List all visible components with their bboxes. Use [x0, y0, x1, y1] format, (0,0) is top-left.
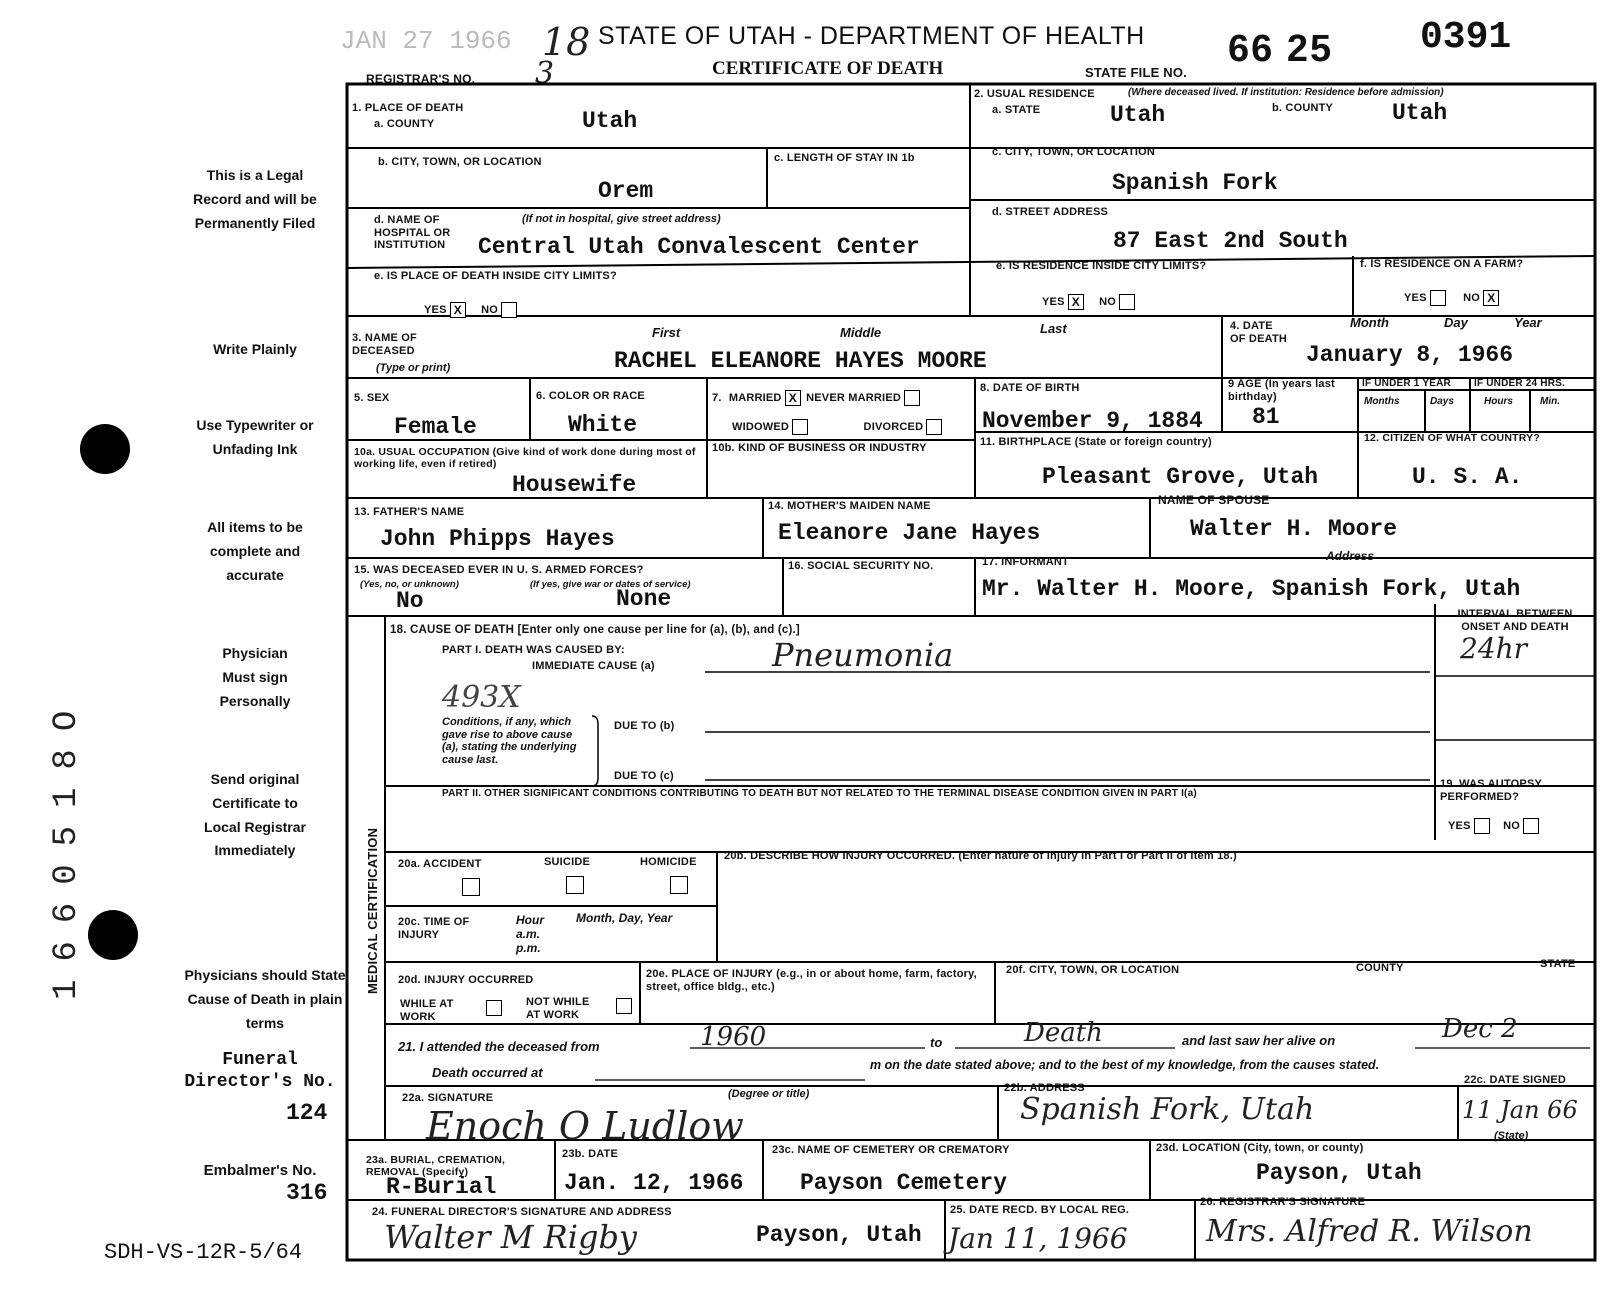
- farm-no-mark: X: [1487, 291, 1496, 305]
- sidebar-funeral-label: Funeral Director's No.: [184, 1050, 336, 1092]
- attended-label: 21. I attended the deceased from: [398, 1039, 600, 1054]
- armed-forces-dates: None: [616, 586, 672, 612]
- medical-certification-label: MEDICAL CERTIFICATION: [365, 827, 380, 994]
- birthplace-label: 11. BIRTHPLACE (State or foreign country): [980, 436, 1212, 448]
- informant-label: 17. INFORMANT: [982, 556, 1069, 568]
- burial-location-value: Payson, Utah: [1256, 1160, 1422, 1186]
- suicide-checkbox[interactable]: [566, 876, 584, 894]
- due-to-c-label: DUE TO (c): [614, 770, 674, 782]
- homicide-checkbox[interactable]: [670, 876, 688, 894]
- signature-label: 22a. SIGNATURE: [402, 1092, 494, 1104]
- registrars-no-value: 3: [535, 56, 555, 91]
- autopsy-label: 19. WAS AUTOPSY PERFORMED?: [1440, 778, 1542, 803]
- injury-county-label: COUNTY: [1356, 962, 1404, 974]
- hospital-value: Central Utah Convalescent Center: [478, 234, 920, 260]
- interval-value: 24hr: [1460, 632, 1528, 665]
- res-county-label: b. COUNTY: [1272, 102, 1334, 114]
- pod-county-label: a. COUNTY: [374, 118, 435, 130]
- last-saw-label: and last saw her alive on: [1182, 1033, 1336, 1048]
- pod-city-value: Orem: [598, 178, 654, 204]
- death-occurred-label: Death occurred at: [432, 1065, 543, 1080]
- res-county-value: Utah: [1392, 100, 1448, 126]
- race-label: 6. COLOR OR RACE: [536, 390, 645, 402]
- hour-label: Hour a.m. p.m.: [516, 913, 544, 955]
- pod-yes-checkbox[interactable]: [450, 302, 466, 318]
- sidebar-funeral-no: 124: [286, 1100, 328, 1126]
- form-code: SDH-VS-12R-5/64: [104, 1240, 303, 1265]
- spouse-label: NAME OF SPOUSE: [1158, 493, 1270, 507]
- farm-no-checkbox[interactable]: [1483, 290, 1499, 306]
- pod-county-value: Utah: [582, 108, 638, 134]
- not-while-at-work-label: NOT WHILE AT WORK: [526, 996, 590, 1021]
- deceased-name-value: RACHEL ELEANORE HAYES MOORE: [614, 348, 987, 374]
- not-while-at-work-checkbox[interactable]: [616, 998, 632, 1014]
- cemetery-label: 23c. NAME OF CEMETERY OR CREMATORY: [772, 1144, 1010, 1156]
- immediate-cause-label: IMMEDIATE CAUSE (a): [532, 660, 655, 672]
- hospital-note: (If not in hospital, give street address): [522, 213, 721, 225]
- header-reg-hand: 18: [542, 20, 591, 64]
- homicide-label: HOMICIDE: [640, 856, 697, 868]
- res-city-label: c. CITY, TOWN, OR LOCATION: [992, 146, 1156, 158]
- res-no-label: NO: [1099, 295, 1117, 308]
- under-24-hrs-label: IF UNDER 24 HRS.: [1474, 378, 1565, 389]
- attended-from-value: 1960: [700, 1022, 767, 1052]
- married-checkbox[interactable]: [785, 390, 801, 406]
- last-saw-value: Dec 2: [1442, 1014, 1518, 1044]
- burial-method-value: R-Burial: [386, 1174, 497, 1200]
- autopsy-yes-label: YES: [1448, 819, 1471, 832]
- res-street-value: 87 East 2nd South: [1113, 228, 1348, 254]
- cause-code: 493X: [442, 680, 521, 715]
- day-label: Day: [1444, 315, 1468, 330]
- burial-state-label: (State): [1494, 1130, 1529, 1142]
- age-label: 9 AGE (In years last birthday): [1228, 378, 1335, 403]
- hours-label: Hours: [1484, 396, 1513, 407]
- deceased-name-note: (Type or print): [376, 362, 451, 374]
- injury-state-label: STATE: [1540, 958, 1576, 970]
- serial-number: 0391: [1420, 16, 1512, 59]
- widowed-checkbox[interactable]: [792, 419, 808, 435]
- business-label: 10b. KIND OF BUSINESS OR INDUSTRY: [712, 442, 927, 454]
- pod-city-label: b. CITY, TOWN, OR LOCATION: [378, 156, 542, 168]
- autopsy-yes-checkbox[interactable]: [1474, 818, 1490, 834]
- occupation-label: 10a. USUAL OCCUPATION (Give kind of work done during most of working life, even if retired): [354, 446, 696, 471]
- deceased-name-label: 3. NAME OF DECEASED: [352, 332, 417, 357]
- armed-forces-label: 15. WAS DECEASED EVER IN U. S. ARMED FORCES?: [354, 564, 644, 576]
- physician-address-label: 22b. ADDRESS: [1004, 1082, 1085, 1094]
- item7-label: 7.: [712, 392, 722, 404]
- birthplace-value: Pleasant Grove, Utah: [1042, 464, 1319, 490]
- dob-value: November 9, 1884: [982, 408, 1203, 434]
- sidebar-embalmer-no: 316: [286, 1180, 328, 1206]
- occupation-value: Housewife: [512, 472, 637, 498]
- state-file-value: 66 25: [1228, 28, 1334, 70]
- funeral-director-address: Payson, Utah: [756, 1222, 922, 1248]
- part1-label: PART I. DEATH WAS CAUSED BY:: [442, 644, 625, 656]
- pod-inside-yes: [424, 302, 517, 318]
- mdy-label: Month, Day, Year: [576, 911, 673, 925]
- mother-value: Eleanore Jane Hayes: [778, 520, 1041, 546]
- informant-address-label: Address: [1326, 549, 1375, 563]
- sidebar-write: Write Plainly: [213, 341, 297, 357]
- citizen-value: U. S. A.: [1412, 464, 1523, 490]
- res-no-checkbox[interactable]: [1119, 294, 1135, 310]
- res-city-value: Spanish Fork: [1112, 170, 1278, 196]
- res-inside-options: [1042, 294, 1135, 310]
- sex-label: 5. SEX: [354, 392, 390, 404]
- while-at-work-checkbox[interactable]: [486, 1000, 502, 1016]
- attended-to-label: to: [930, 1035, 943, 1050]
- informant-value: Mr. Walter H. Moore, Spanish Fork, Utah: [982, 576, 1521, 602]
- sidebar-legal: This is a Legal Record and will be Permanently Filed: [193, 167, 317, 231]
- suicide-label: SUICIDE: [544, 856, 591, 868]
- never-married-label: NEVER MARRIED: [806, 392, 901, 404]
- degree-label: (Degree or title): [728, 1088, 810, 1100]
- never-married-checkbox[interactable]: [904, 390, 920, 406]
- date-received-label: 25. DATE RECD. BY LOCAL REG.: [950, 1204, 1130, 1216]
- date-signed-label: 22c. DATE SIGNED: [1464, 1074, 1567, 1086]
- attestation-statement: m on the date stated above; and to the best of my knowledge, from the causes stated.: [870, 1058, 1380, 1072]
- sex-value: Female: [394, 414, 477, 440]
- interval-label: INTERVAL BETWEEN ONSET AND DEATH: [1457, 608, 1573, 633]
- form-title: STATE OF UTAH - DEPARTMENT OF HEALTH: [598, 22, 1145, 50]
- divorced-label: DIVORCED: [863, 420, 924, 433]
- farm-no-label: NO: [1463, 291, 1481, 304]
- hospital-label: d. NAME OF HOSPITAL OR INSTITUTION: [374, 214, 451, 252]
- burial-date-label: 23b. DATE: [562, 1148, 618, 1160]
- registrars-no-label: REGISTRAR'S NO.: [366, 72, 476, 86]
- date-received-value: Jan 11, 1966: [948, 1222, 1128, 1255]
- armed-forces-note1: (Yes, no, or unknown): [360, 579, 459, 590]
- pod-no-checkbox[interactable]: [501, 302, 517, 318]
- age-value: 81: [1252, 404, 1280, 430]
- autopsy-no-label: NO: [1503, 819, 1521, 832]
- registrar-signature: Mrs. Alfred R. Wilson: [1206, 1214, 1533, 1249]
- accident-checkbox[interactable]: [462, 878, 480, 896]
- pod-inside-limits-label: e. IS PLACE OF DEATH INSIDE CITY LIMITS?: [374, 270, 617, 282]
- under-1-year-label: IF UNDER 1 YEAR: [1362, 378, 1451, 389]
- farm-yes-label: YES: [1404, 291, 1427, 304]
- sidebar-embalmer-label: Embalmer's No.: [203, 1162, 317, 1179]
- armed-forces-value: No: [396, 588, 424, 614]
- part2-label: PART II. OTHER SIGNIFICANT CONDITIONS CONTRIBUTING TO DEATH BUT NOT RELATED TO THE TERMINAL DISEASE CONDITION GIVEN IN PART I(a): [442, 788, 1197, 799]
- last-label: Last: [1040, 321, 1067, 336]
- residence-note: (Where deceased lived. If institution: Residence before admission): [1128, 87, 1444, 98]
- spouse-value: Walter H. Moore: [1190, 516, 1398, 542]
- father-value: John Phipps Hayes: [380, 526, 615, 552]
- first-label: First: [652, 325, 681, 340]
- time-of-injury-label: 20c. TIME OF INJURY: [398, 916, 470, 941]
- sidebar-physician: Physician Must sign Personally: [219, 645, 291, 709]
- burial-method-label: 23a. BURIAL, CREMATION, REMOVAL (Specify): [366, 1154, 506, 1179]
- sidebar-typewriter: Use Typewriter or Unfading Ink: [196, 417, 314, 457]
- date-of-death-label: 4. DATE OF DEATH: [1230, 320, 1288, 345]
- min-label: Min.: [1540, 396, 1560, 407]
- immediate-cause-value: Pneumonia: [772, 636, 954, 674]
- year-label: Year: [1514, 315, 1542, 330]
- res-farm-label: f. IS RESIDENCE ON A FARM?: [1360, 258, 1524, 270]
- injury-location-label: 20f. CITY, TOWN, OR LOCATION: [1006, 964, 1180, 976]
- date-of-death-value: January 8, 1966: [1306, 342, 1514, 368]
- days-label: Days: [1430, 396, 1454, 407]
- registrar-signature-label: 26. REGISTRAR'S SIGNATURE: [1200, 1196, 1366, 1208]
- residence-label: 2. USUAL RESIDENCE: [974, 88, 1095, 100]
- father-label: 13. FATHER'S NAME: [354, 506, 465, 518]
- date-signed-value: 11 Jan 66: [1462, 1096, 1578, 1124]
- pod-yes-mark: X: [453, 303, 462, 317]
- res-inside-label: e. IS RESIDENCE INSIDE CITY LIMITS?: [996, 260, 1207, 272]
- marital-status: [712, 384, 972, 441]
- pod-no-label: NO: [481, 303, 499, 316]
- middle-label: Middle: [840, 325, 882, 340]
- res-farm-options: [1404, 290, 1499, 306]
- month-label: Month: [1350, 315, 1389, 330]
- burial-date-value: Jan. 12, 1966: [564, 1170, 744, 1196]
- received-stamp: JAN 27 1966: [340, 26, 512, 56]
- physician-signature: Enoch O Ludlow: [426, 1104, 744, 1148]
- place-of-death-label: 1. PLACE OF DEATH: [352, 102, 464, 114]
- married-label: MARRIED: [728, 392, 782, 404]
- sidebar-send: Send original Certificate to Local Registrar Immediately: [204, 771, 306, 859]
- sidebar-complete: All items to be complete and accurate: [207, 519, 303, 583]
- citizen-label: 12. CITIZEN OF WHAT COUNTRY?: [1364, 432, 1540, 444]
- funeral-director-label: 24. FUNERAL DIRECTOR'S SIGNATURE AND ADDRESS: [372, 1206, 672, 1218]
- place-of-injury-label: 20e. PLACE OF INJURY (e.g., in or about home, farm, factory, street, office bldg., etc.): [646, 968, 977, 993]
- conditions-note: Conditions, if any, which gave rise to above cause (a), stating the underlying cause last.: [442, 716, 577, 766]
- autopsy-no-checkbox[interactable]: [1523, 818, 1539, 834]
- funeral-director-signature: Walter M Rigby: [384, 1218, 637, 1256]
- ssn-label: 16. SOCIAL SECURITY NO.: [788, 560, 934, 572]
- cemetery-value: Payson Cemetery: [800, 1170, 1008, 1196]
- describe-injury-label: 20b. DESCRIBE HOW INJURY OCCURRED. (Enter nature of injury in Part I or Part II of item 18.): [724, 850, 1237, 862]
- state-file-label: STATE FILE NO.: [1085, 65, 1187, 80]
- months-label: Months: [1364, 396, 1400, 407]
- married-mark: X: [788, 391, 797, 406]
- farm-yes-checkbox[interactable]: [1430, 290, 1446, 306]
- length-of-stay-label: c. LENGTH OF STAY IN 1b: [774, 152, 915, 164]
- sidebar-terms: Physicians should State Cause of Death in plain terms: [184, 967, 346, 1031]
- due-to-b-label: DUE TO (b): [614, 720, 675, 732]
- attended-to-value: Death: [1024, 1018, 1103, 1048]
- dob-label: 8. DATE OF BIRTH: [980, 382, 1080, 394]
- while-at-work-label: WHILE AT WORK: [400, 998, 454, 1023]
- res-state-label: a. STATE: [992, 104, 1041, 116]
- physician-address-value: Spanish Fork, Utah: [1020, 1092, 1315, 1127]
- vertical-number: 1660518O: [48, 692, 86, 1000]
- res-yes-mark: X: [1071, 295, 1080, 309]
- res-yes-checkbox[interactable]: [1068, 294, 1084, 310]
- pod-yes-label: YES: [424, 303, 447, 316]
- widowed-label: WIDOWED: [732, 420, 790, 433]
- burial-location-label: 23d. LOCATION (City, town, or county): [1156, 1142, 1364, 1154]
- race-value: White: [568, 412, 638, 438]
- certificate-title: CERTIFICATE OF DEATH: [712, 58, 944, 79]
- res-street-label: d. STREET ADDRESS: [992, 206, 1109, 218]
- accident-label: 20a. ACCIDENT: [398, 858, 482, 870]
- res-state-value: Utah: [1110, 102, 1166, 128]
- res-yes-label: YES: [1042, 295, 1065, 308]
- divorced-checkbox[interactable]: [926, 419, 942, 435]
- mother-label: 14. MOTHER'S MAIDEN NAME: [768, 500, 931, 512]
- injury-occurred-label: 20d. INJURY OCCURRED: [398, 974, 534, 986]
- cause-of-death-label: 18. CAUSE OF DEATH [Enter only one cause per line for (a), (b), and (c).]: [390, 624, 800, 636]
- autopsy-options: [1448, 818, 1539, 834]
- armed-forces-note2: (If yes, give war or dates of service): [530, 579, 691, 590]
